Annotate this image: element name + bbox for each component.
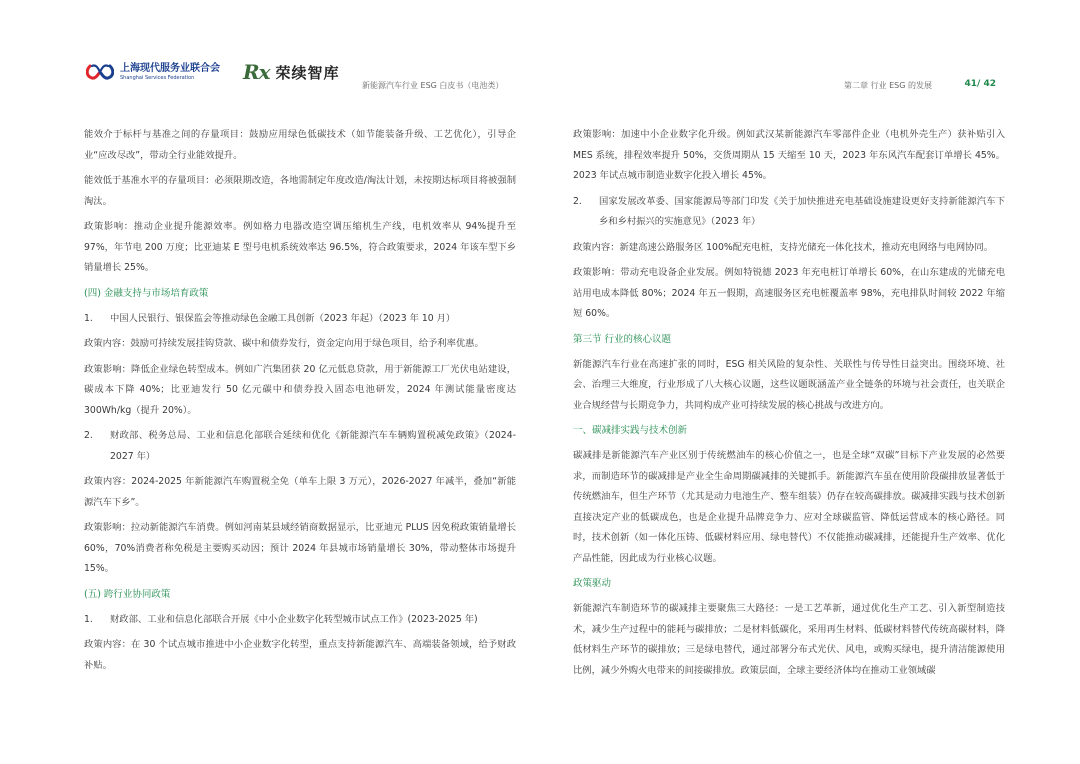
paragraph: 新能源汽车制造环节的碳减排主要聚焦三大路径：一是工艺革新，通过优化生产工艺、引入新型制造技术，减少生产过程中的能耗与碳排放；二是材料低碳化，采用再生材料、低碳材料替代传统高碳材料，降低材料生产环节的碳排放；三是绿电替代，通过部署分布式光伏、风电，或购买绿电，提升清洁能源使用比例，减少外购火电带来的间接碳排放。政策层面，全球主要经济体均在推动工业领域碳 [573,603,1005,676]
numbered-item [84,309,516,330]
item-number: 1. [84,613,93,625]
paragraph: 政策内容：鼓励可持续发展挂钩贷款、碳中和债券发行，资金定向用于绿色项目，给予利率优惠。 [84,338,484,349]
section-heading: 一、碳减排实践与技术创新 [573,425,688,436]
item-text: 中国人民银行、银保监会等推动绿色金融工具创新（2023 年起）（2023 年 10 月） [110,312,456,324]
paragraph: 政策内容：在 30 个试点城市推进中小企业数字化转型，重点支持新能源汽车、高端装备领域，给予财政补贴。 [84,639,516,671]
paragraph: 能效低于基准水平的存量项目：必须限期改造，各地需制定年度改造/淘汰计划，未按期达标项目将被强制淘汰。 [84,175,516,207]
ssf-logo-icon [86,62,114,82]
paragraph: 政策影响：带动充电设备企业发展。例如特锐德 2023 年充电桩订单增长 60%，在山东建成的光储充电站用电成本降低 80%；2024 年五一假期，高速服务区充电桩覆盖率 98%，充电排队时间较 2022 年缩短 60%。 [573,267,1005,319]
section-heading: 政策驱动 [573,578,612,589]
item-number: 1. [84,312,93,324]
paragraph: 能效介于标杆与基准之间的存量项目：鼓励应用绿色低碳技术（如节能装备升级、工艺优化），引导企业“应改尽改”，带动全行业能效提升。 [84,129,516,161]
chapter-title: 第二章 行业 ESG 的发展 [844,81,932,90]
document-title: 新能源汽车行业 ESG 白皮书（电池类） [362,81,504,90]
item-number: 2. [84,430,93,441]
paragraph: 碳减排是新能源汽车产业区别于传统燃油车的核心价值之一，也是全球“双碳”目标下产业发展的必然要求，而制造环节的碳减排是产业全生命周期碳减排的关键抓手。新能源汽车虽在使用阶段碳排放显著低于传统燃油车，但生产环节（尤其是动力电池生产、整车组装）仍存在较高碳排放。碳减排实践与技术创新直接决定产业的低碳成色，也是企业提升品牌竞争力、应对全球碳监管、降低运营成本的核心路径。同时，技术创新（如一体化压铸、低碳材料应用、绿电替代）不仅能推动碳减排，还能提升生产效率、优化产品性能，因此成为行业核心议题。 [573,450,1005,564]
page-header [86,60,996,100]
ssf-logo [86,62,220,82]
paragraph: 政策影响：拉动新能源汽车消费。例如河南某县域经销商数据显示，比亚迪元 PLUS 因免税政策销量增长 60%，70%消费者称免税是主要购买动因；预计 2024 年县城市场销量增长 30%，带动整体市场提升 15%。 [84,522,516,574]
right-column [573,125,1005,686]
paragraph: 政策内容：新建高速公路服务区 100%配充电桩，支持光储充一体化技术，推动充电网络与电网协同。 [573,241,994,253]
org-name-en: Shanghai Services Federation [120,74,195,81]
item-text: 财政部、工业和信息化部联合开展《中小企业数字化转型城市试点工作》(2023-2025 年) [110,613,478,625]
numbered-item [84,426,516,467]
section-heading: (四) 金融支持与市场培育政策 [84,287,209,299]
paragraph: 政策影响：推动企业提升能源效率。例如格力电器改造空调压缩机生产线，电机效率从 94%提升至 97%，年节电 200 万度；比亚迪某 E 型号电机系统效率达 96.5%，符合政策要求，2024 年该车型下乡销量增长 25%。 [84,221,516,273]
item-text: 财政部、税务总局、工业和信息化部联合延续和优化《新能源汽车车辆购置税减免政策》（2024-2027 年） [110,430,516,462]
paragraph: 政策影响：降低企业绿色转型成本。例如广汽集团获 20 亿元低息贷款，用于新能源工厂光伏电站建设，碳成本下降 40%；比亚迪发行 50 亿元碳中和债券投入固态电池研发，2024 年测试能量密度达 300Wh/kg（提升 20%）。 [84,363,516,416]
item-number: 2. [573,195,582,207]
brand-logo [243,60,340,84]
numbered-item [573,192,1005,233]
paragraph: 政策影响：加速中小企业数字化升级。例如武汉某新能源汽车零部件企业（电机外壳生产）获补贴引入 MES 系统，排程效率提升 50%，交货周期从 15 天缩至 10 天，2023 年东风汽车配套订单增长 45%。2023 年试点城市制造业数字化投入增长 45%。 [573,129,1005,181]
left-column [84,125,516,681]
numbered-item [84,610,516,631]
brand-name: 荣续智库 [275,63,340,82]
paragraph: 政策内容：2024-2025 年新能源汽车购置税全免（单车上限 3 万元），2026-2027 年减半，叠加“新能源汽车下乡”。 [84,476,516,508]
section-heading: (五) 跨行业协同政策 [84,588,171,600]
page-number: 41/ 42 [964,79,996,89]
org-name-cn: 上海现代服务业联合会 [120,62,220,74]
item-text: 国家发展改革委、国家能源局等部门印发《关于加快推进充电基础设施建设更好支持新能源汽车下乡和乡村振兴的实施意见》（2023 年） [599,195,1005,227]
brand-mark: Rx [243,60,270,84]
paragraph: 新能源汽车行业在高速扩张的同时，ESG 相关风险的复杂性、关联性与传导性日益突出。围绕环境、社会、治理三大维度，行业形成了八大核心议题，这些议题既涵盖产业全链条的环境与社会责任，也关联企业合规经营与长期竞争力，共同构成产业可持续发展的核心挑战与改进方向。 [573,358,1005,411]
section-heading: 第三节 行业的核心议题 [573,333,672,345]
